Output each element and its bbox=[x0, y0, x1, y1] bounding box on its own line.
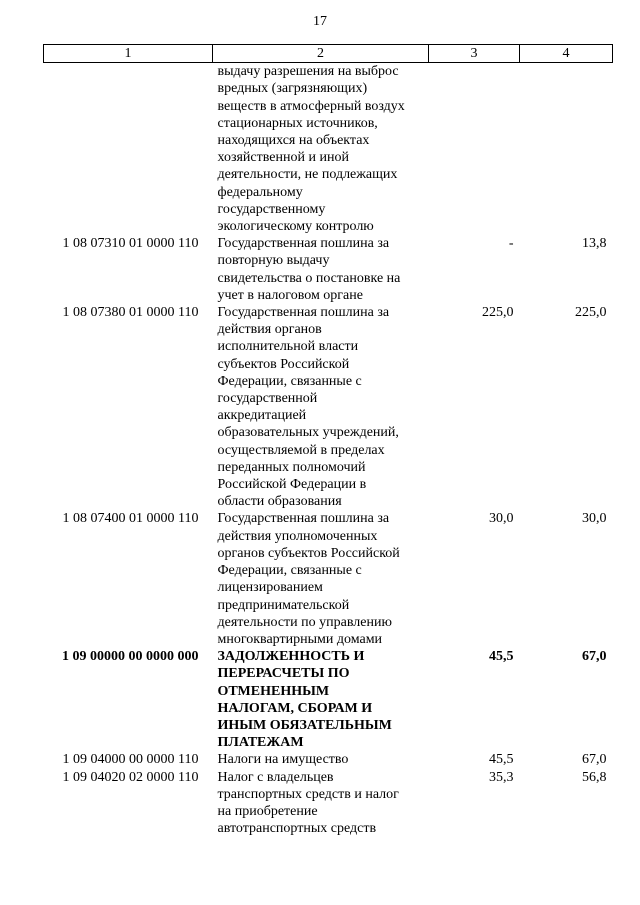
row-value-col4 bbox=[520, 63, 613, 236]
row-value-col3: 225,0 bbox=[482, 305, 514, 321]
row-value-col3 bbox=[429, 63, 520, 236]
row-code: 1 09 04000 00 0000 110 bbox=[62, 752, 199, 768]
row-value-col3: 35,3 bbox=[489, 769, 514, 785]
table-row bbox=[44, 304, 613, 510]
row-value-col3: 45,5 bbox=[489, 649, 514, 665]
table-row bbox=[44, 510, 613, 648]
row-code: 1 08 07310 01 0000 110 bbox=[62, 236, 199, 252]
row-code: 1 09 00000 00 0000 000 bbox=[62, 649, 199, 665]
row-name: Налог с владельцев транспортных средств и налог на приобретение автотранспортных средств bbox=[217, 769, 399, 837]
row-value-col4: 13,8 bbox=[582, 236, 607, 252]
table-row bbox=[44, 769, 613, 838]
row-value-col3: 45,5 bbox=[489, 752, 514, 768]
row-value-col4: 30,0 bbox=[582, 511, 607, 527]
budget-table bbox=[43, 44, 613, 837]
row-name: Государственная пошлина за повторную выдачу свидетельства о постановке на учет в налоговом органе bbox=[217, 236, 401, 303]
table-row bbox=[44, 63, 613, 236]
header-col-2: 2 bbox=[213, 45, 429, 63]
row-name: выдачу разрешения на выброс вредных (загрязняющих) веществ в атмосферный воздух стационарных источников, находящихся на объектах хозяйственной и иной деятельности, не подлежащих федеральному государственному экологическому контролю bbox=[217, 64, 405, 235]
row-code: 1 08 07400 01 0000 110 bbox=[62, 511, 199, 527]
row-name: Налоги на имущество bbox=[217, 752, 349, 768]
table-row bbox=[44, 751, 613, 768]
row-value-col3: 30,0 bbox=[489, 511, 514, 527]
row-name: ЗАДОЛЖЕННОСТЬ И ПЕРЕРАСЧЕТЫ ПО ОТМЕНЕННЫМ НАЛОГАМ, СБОРАМ И ИНЫМ ОБЯЗАТЕЛЬНЫМ ПЛАТЕЖАМ bbox=[217, 649, 392, 751]
row-value-col3: - bbox=[508, 236, 514, 252]
row-value-col4: 67,0 bbox=[582, 649, 607, 665]
header-col-1: 1 bbox=[44, 45, 213, 63]
table-body bbox=[44, 63, 613, 838]
table-header bbox=[44, 45, 613, 63]
page-number: 17 bbox=[313, 14, 327, 29]
row-value-col4: 225,0 bbox=[575, 305, 607, 321]
row-name: Государственная пошлина за действия органов исполнительной власти субъектов Российской Федерации, связанные с государственной аккредитацией образовательных учреждений, осуществляемой в пределах переданных полномочий Российской Федерации в области образования bbox=[217, 305, 399, 510]
header-col-4: 4 bbox=[520, 45, 613, 63]
table-row bbox=[44, 235, 613, 304]
row-code: 1 08 07380 01 0000 110 bbox=[62, 305, 199, 321]
header-col-3: 3 bbox=[429, 45, 520, 63]
row-value-col4: 56,8 bbox=[582, 769, 607, 785]
row-name: Государственная пошлина за действия уполномоченных органов субъектов Российской Федерации, связанные с лицензированием предпринимательской деятельности по управлению многоквартирными домами bbox=[217, 511, 400, 647]
row-code bbox=[44, 63, 213, 236]
row-value-col4: 67,0 bbox=[582, 752, 607, 768]
table-row-section bbox=[44, 648, 613, 751]
row-code: 1 09 04020 02 0000 110 bbox=[62, 769, 199, 785]
